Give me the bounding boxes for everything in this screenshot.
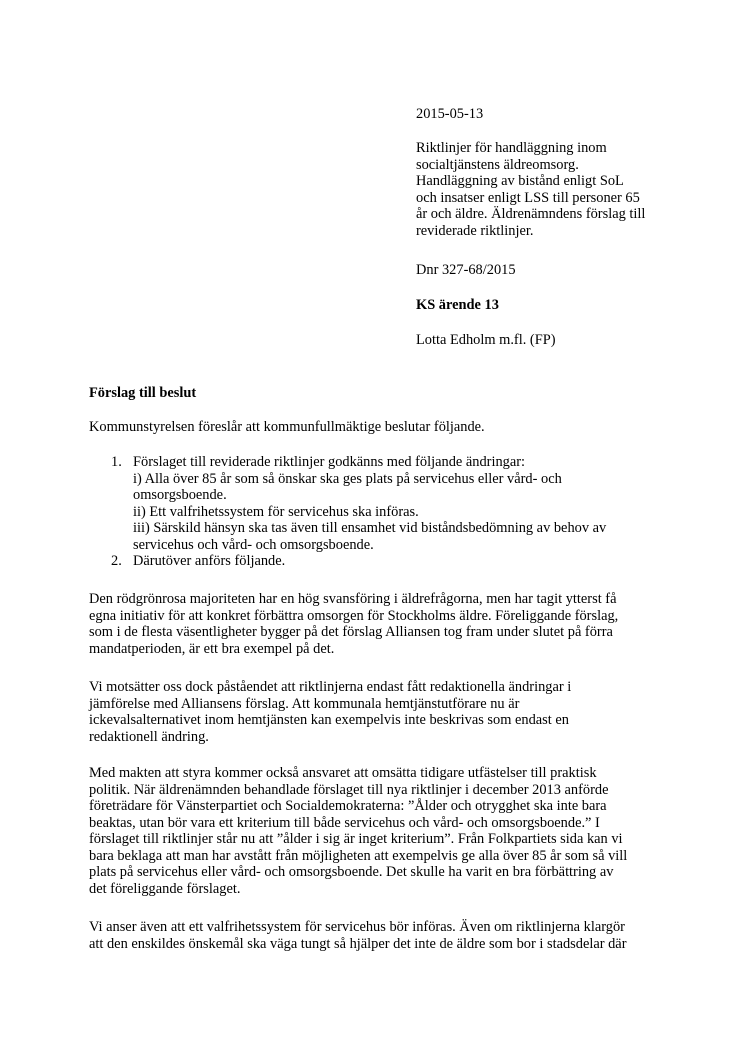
document-date: 2015-05-13 <box>416 106 484 122</box>
list-line: servicehus och vård- och omsorgsboende. <box>133 536 374 553</box>
paragraph-line: att den enskildes önskemål ska väga tungt så hjälper det inte de äldre som bor i stadsdelar där <box>89 935 627 952</box>
section-heading: Förslag till beslut <box>89 385 197 401</box>
intro-paragraph: Kommunstyrelsen föreslår att kommunfullmäktige beslutar följande. <box>89 419 485 435</box>
subject-line: Riktlinjer för handläggning inom <box>416 140 607 156</box>
list-number: 2. <box>111 553 122 569</box>
paragraph-line: förslaget till riktlinjer står nu att ”ålder i sig är inget kriterium”. Från Folkpartiets sida kan vi <box>89 831 623 847</box>
list-line: ii) Ett valfrihetssystem för servicehus ska införas. <box>133 503 419 520</box>
paragraph <box>89 679 689 745</box>
list-line: i) Alla över 85 år som så önskar ska ges plats på servicehus eller vård- och <box>133 470 562 487</box>
list-item-text <box>133 553 673 570</box>
dnr-number: Dnr 327-68/2015 <box>416 262 516 278</box>
list-item-text <box>133 454 673 553</box>
list-line: iii) Särskild hänsyn ska tas även till ensamhet vid biståndsbedömning av behov av <box>133 520 607 536</box>
subject-line: socialtjänstens äldreomsorg. <box>416 156 579 173</box>
paragraph-line: ickevalsalternativet inom hemtjänsten kan exempelvis inte beskrivas som endast en <box>89 712 569 728</box>
paragraph-line: mandatperioden, är ett bra exempel på det. <box>89 640 335 657</box>
paragraph-line: Med makten att styra kommer också ansvaret att omsätta tidigare utfästelser till praktisk <box>89 765 597 781</box>
list-line: Förslaget till reviderade riktlinjer godkänns med följande ändringar: <box>133 454 526 470</box>
case-number: KS ärende 13 <box>416 297 499 313</box>
paragraph <box>89 591 689 657</box>
list-number: 1. <box>111 454 122 470</box>
subject-line: Handläggning av bistånd enligt SoL <box>416 173 624 189</box>
paragraph-line: Vi anser även att ett valfrihetssystem för servicehus bör införas. Även om riktlinjerna klargör <box>89 919 625 935</box>
paragraph-line: jämförelse med Alliansens förslag. Att kommunala hemtjänstutförare nu är <box>89 695 520 712</box>
paragraph <box>89 765 689 897</box>
list-line: omsorgsboende. <box>133 487 227 503</box>
paragraph-line: beaktas, utan bör vara ett kriterium till både servicehus och vård- och omsorgsboende.” I <box>89 814 600 831</box>
paragraph-line: Vi motsätter oss dock påståendet att riktlinjerna endast fått redaktionella ändringar i <box>89 679 572 695</box>
paragraph-line: politik. När äldrenämnden behandlade förslaget till nya riktlinjer i december 2013 anförde <box>89 781 609 798</box>
subject-line: reviderade riktlinjer. <box>416 222 534 239</box>
paragraph-line: redaktionell ändring. <box>89 728 209 745</box>
paragraph-line: plats på servicehus eller vård- och omsorgsboende. Det skulle ha varit en bra förbättring av <box>89 864 614 880</box>
paragraph-line: bara beklaga att man har avstått från möjligheten att exempelvis ge alla över 85 år som så vill <box>89 847 628 864</box>
paragraph-line: Den rödgrönrosa majoriteten har en hög svansföring i äldrefrågorna, men har tagit ytterst få <box>89 591 617 607</box>
paragraph-line: egna initiativ för att konkret förbättra omsorgen för Stockholms äldre. Föreliggande förslag, <box>89 607 619 624</box>
subject-block <box>416 140 716 239</box>
subject-line: och insatser enligt LSS till personer 65 <box>416 189 640 206</box>
list-line: Därutöver anförs följande. <box>133 553 286 569</box>
paragraph-line: företrädare för Vänsterpartiet och Socialdemokraterna: ”Ålder och otrygghet ska inte bara <box>89 798 607 814</box>
paragraph <box>89 919 689 952</box>
author: Lotta Edholm m.fl. (FP) <box>416 332 556 348</box>
paragraph-line: som i de flesta väsentligheter bygger på det förslag Alliansen tog fram under slutet på förra <box>89 624 613 640</box>
paragraph-line: det föreliggande förslaget. <box>89 880 241 897</box>
subject-line: år och äldre. Äldrenämndens förslag till <box>416 206 646 222</box>
